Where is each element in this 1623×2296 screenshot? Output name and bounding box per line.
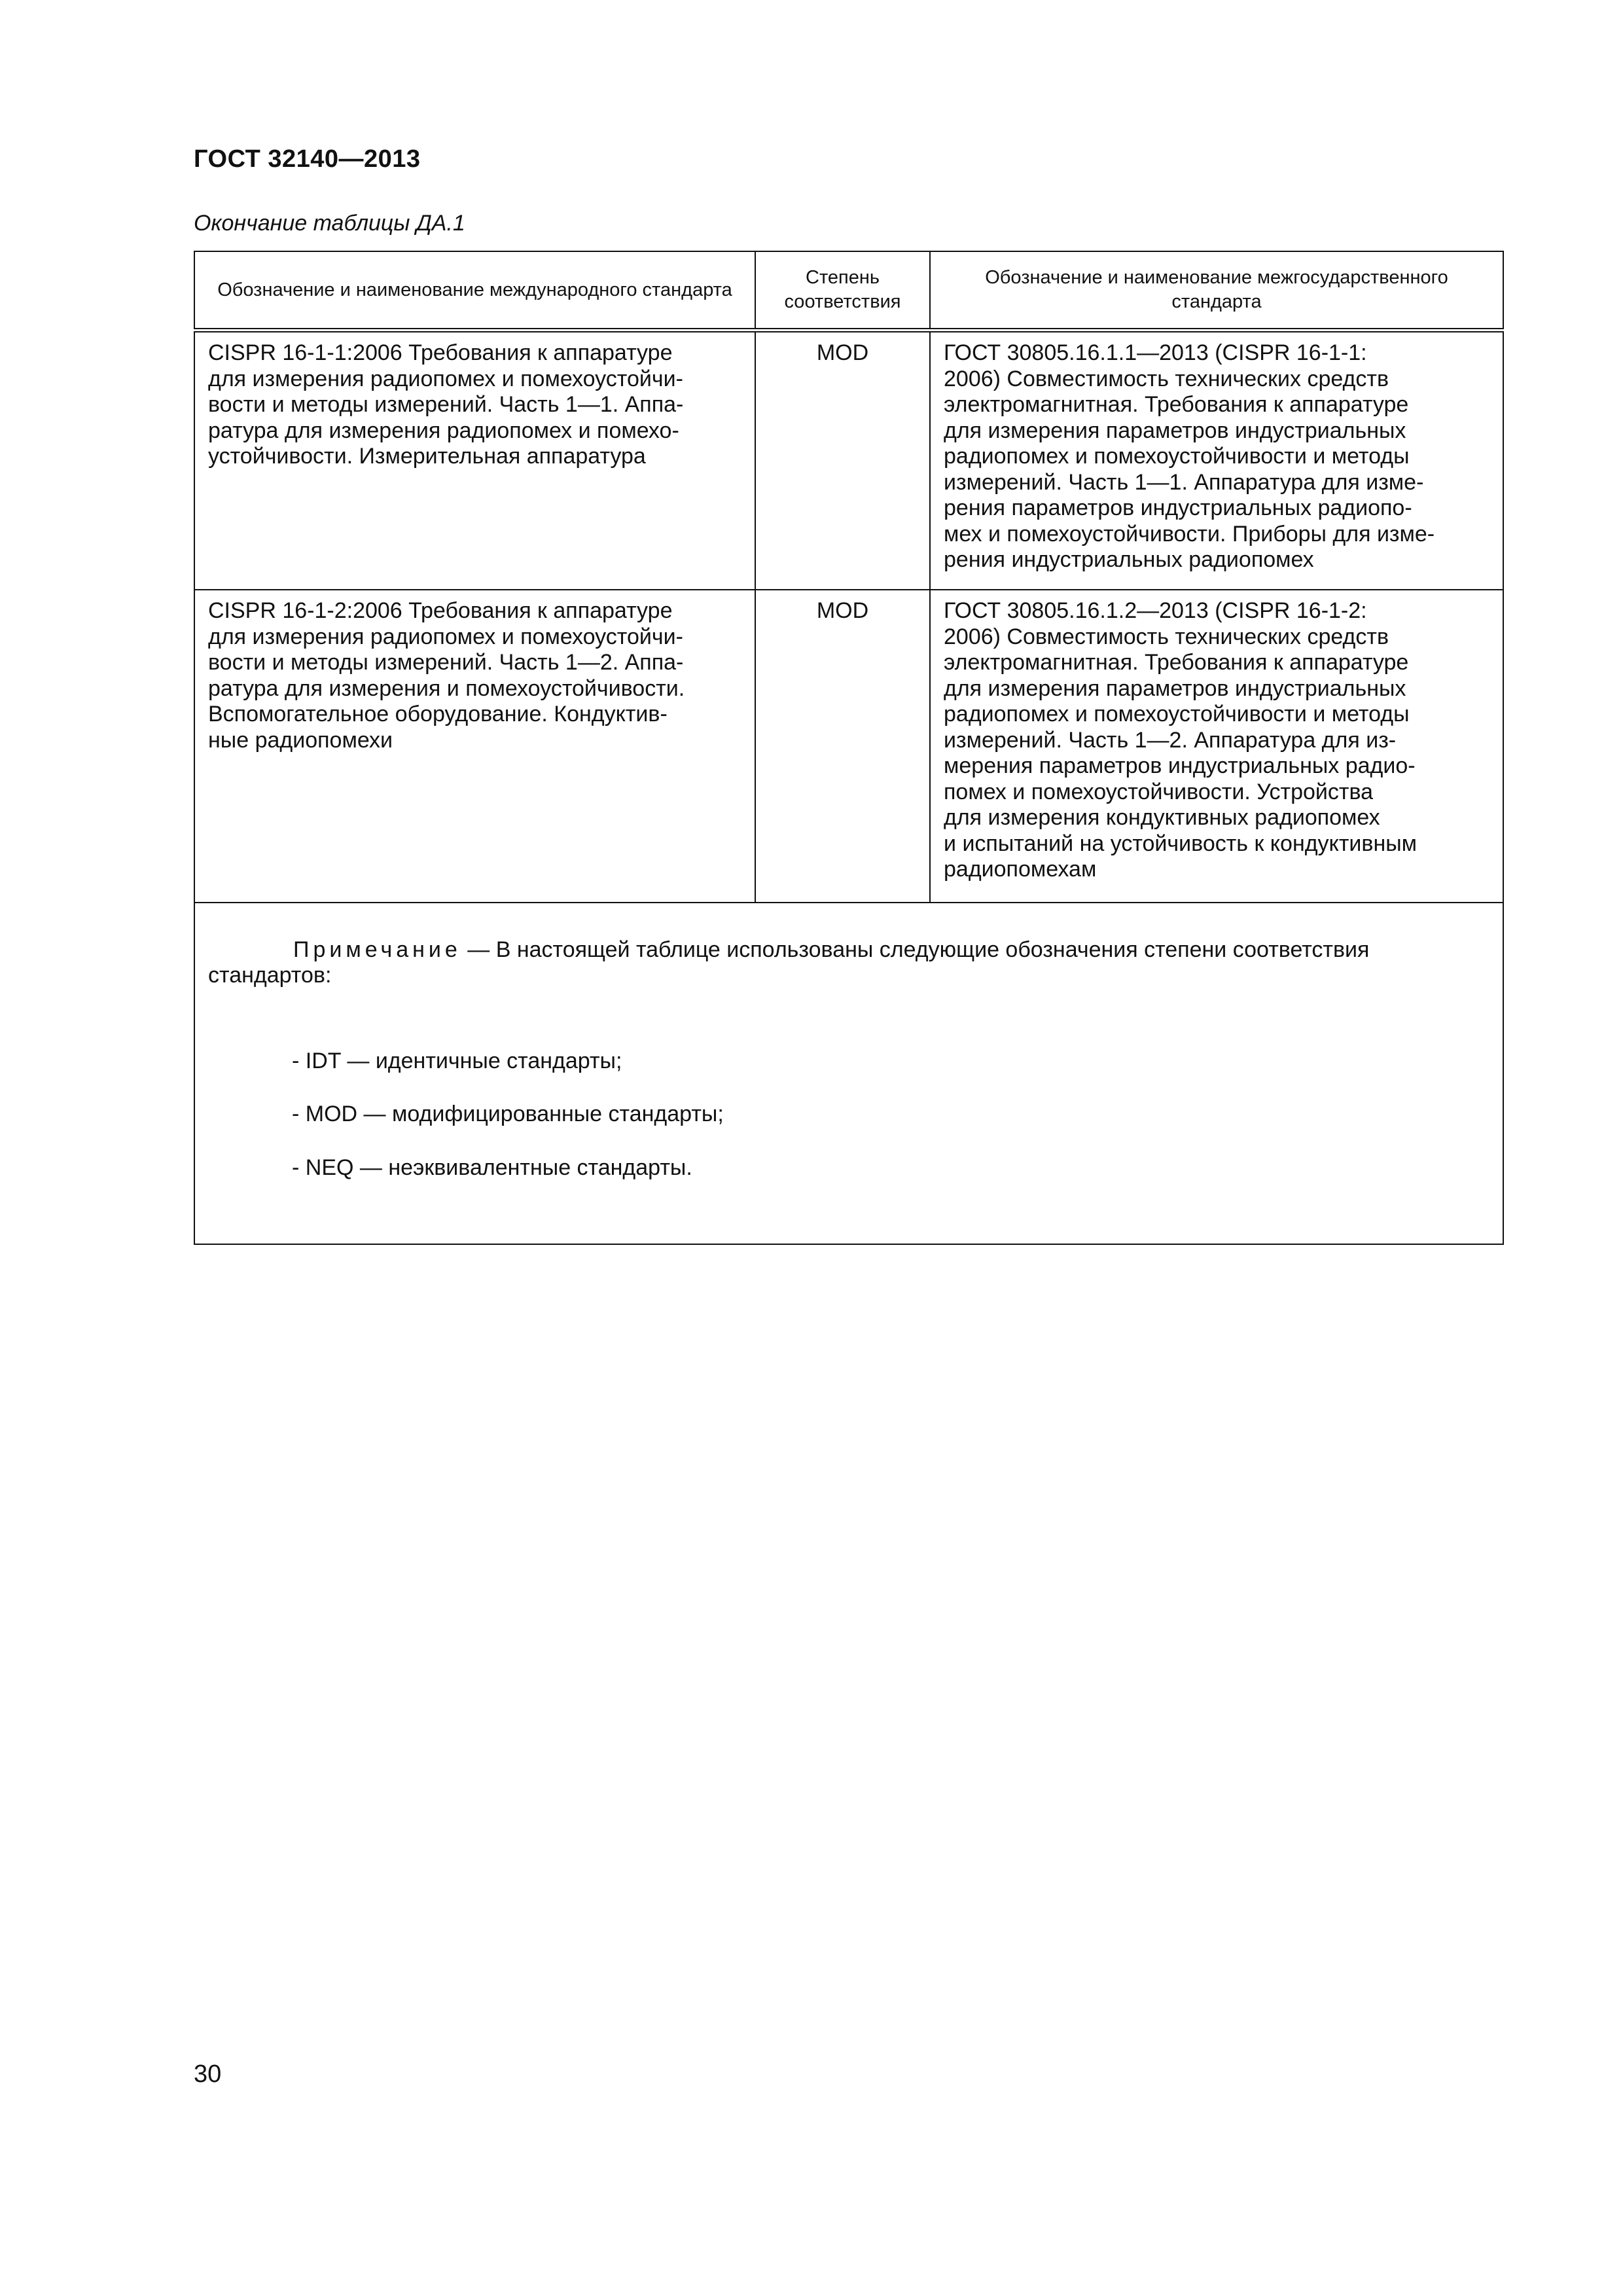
header-correspondence-degree: Степень соответствия <box>755 251 930 331</box>
standards-correspondence-table <box>194 251 1504 1245</box>
table-note-row <box>194 903 1503 1244</box>
note-text: — В настоящей таблице использованы следующие обозначения степени соответствия стандартов: <box>208 937 1370 988</box>
note-item: - IDT — идентичные стандарты; <box>292 1048 622 1073</box>
note-list <box>208 1021 1489 1207</box>
table-caption: Окончание таблицы ДА.1 <box>194 211 465 236</box>
international-standard-cell: CISPR 16-1-1:2006 Требования к аппаратуре для измерения радиопомех и помехоустойчи- вости и методы измерений. Часть 1—1. Аппа- ратура для измерения радиопомех и помехо- устойчивости. Измерительная аппаратура <box>194 331 755 590</box>
note-item: - NEQ — неэквивалентные стандарты. <box>292 1155 692 1180</box>
note-item: - MOD — модифицированные стандарты; <box>292 1102 724 1126</box>
note-paragraph <box>208 937 1489 989</box>
table-note <box>194 903 1503 1244</box>
page-number: 30 <box>194 2060 222 2088</box>
correspondence-degree-cell: MOD <box>755 331 930 590</box>
table-header-row <box>194 251 1503 331</box>
correspondence-degree-cell: MOD <box>755 590 930 903</box>
international-standard-cell: CISPR 16-1-2:2006 Требования к аппаратуре для измерения радиопомех и помехоустойчи- вости и методы измерений. Часть 1—2. Аппа- ратура для измерения и помехоустойчивости. Вспомогательное оборудование. Кондуктив- ные радиопомехи <box>194 590 755 903</box>
interstate-standard-cell: ГОСТ 30805.16.1.1—2013 (CISPR 16-1-1: 2006) Совместимость технических средств электромагнитная. Требования к аппаратуре для измерения параметров индустриальных радиопомех и помехоустойчивости и методы измерений. Часть 1—1. Аппаратура для изме- рения параметров индустриальных радиопо- мех и помехоустойчивости. Приборы для изме- рения индустриальных радиопомех <box>930 331 1503 590</box>
note-title: Примечание <box>293 937 461 962</box>
table-row <box>194 331 1503 590</box>
header-international-standard: Обозначение и наименование международного стандарта <box>194 251 755 331</box>
document-header: ГОСТ 32140—2013 <box>194 145 421 173</box>
header-interstate-standard: Обозначение и наименование межгосударственного стандарта <box>930 251 1503 331</box>
interstate-standard-cell: ГОСТ 30805.16.1.2—2013 (CISPR 16-1-2: 2006) Совместимость технических средств электромагнитная. Требования к аппаратуре для измерения параметров индустриальных радиопомех и помехоустойчивости и методы измерений. Часть 1—2. Аппаратура для из- мерения параметров индустриальных радио- помех и помехоустойчивости. Устройства для измерения кондуктивных радиопомех и испытаний на устойчивость к кондуктивным радиопомехам <box>930 590 1503 903</box>
table-row <box>194 590 1503 903</box>
